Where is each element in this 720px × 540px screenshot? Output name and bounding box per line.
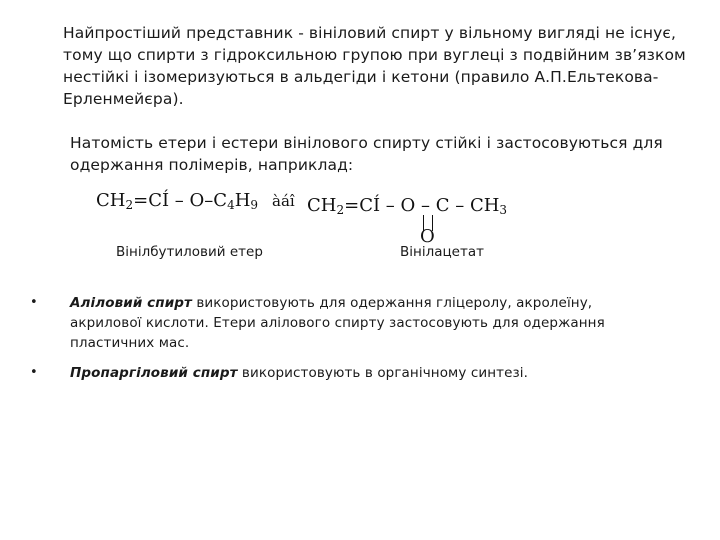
- bullet-item-allyl-alcohol: [70, 293, 650, 353]
- formula-vinyl-butyl-ether: [96, 191, 295, 215]
- formula2-part-a: CH: [307, 195, 337, 216]
- bullet-marker: •: [30, 365, 38, 380]
- formula1-part-a: CH: [96, 190, 126, 211]
- formula1-sub-b: 4: [227, 198, 235, 212]
- bullet-text: використовують для одержання гліцеролу, акролеїну, акрилової кислоти. Етери алілового спирту застосовують для одержання пластичних мас.: [70, 295, 605, 351]
- formula1-garbled-text: àáî: [272, 192, 295, 210]
- caption-vinyl-butyl-ether: Вінілбутиловий етер: [116, 244, 263, 260]
- paragraph-vinyl-ethers: Натомість етери і естери вінілового спирту стійкі і застосовуються для одержання полімерів, наприклад:: [70, 134, 663, 174]
- bullet-item-propargyl-alcohol: [70, 363, 650, 383]
- formula1-sub-c: 9: [250, 198, 259, 212]
- formula-vinyl-acetate: [307, 196, 507, 220]
- carbonyl-oxygen: O: [420, 226, 435, 247]
- bullet-term: Аліловий спирт: [70, 295, 192, 311]
- paragraph-vinyl-alcohol: Найпростіший представник - вініловий спирт у вільному вигляді не існує, тому що спирти з гідроксильною групою при вуглеці з подвійним зв’язком нестійкі і ізомеризуються в альдегіди і кетони (правило А.П.Ельтекова-Ерленмейєра).: [63, 24, 686, 108]
- formula2-sub-b: 3: [499, 203, 508, 217]
- bullet-term: Пропаргіловий спирт: [70, 365, 238, 381]
- bullet-marker: •: [30, 295, 38, 310]
- formula1-part-c: H: [234, 190, 251, 211]
- formula1-part-b: =CÍ – O–C: [133, 190, 228, 211]
- formula2-part-b: =CÍ – O – C – CH: [344, 195, 500, 216]
- bullet-text: використовують в органічному синтезі.: [237, 365, 529, 381]
- formula2-sub-a: 2: [336, 203, 345, 217]
- caption-vinyl-acetate: Вінілацетат: [400, 244, 484, 260]
- formula1-sub-a: 2: [125, 198, 134, 212]
